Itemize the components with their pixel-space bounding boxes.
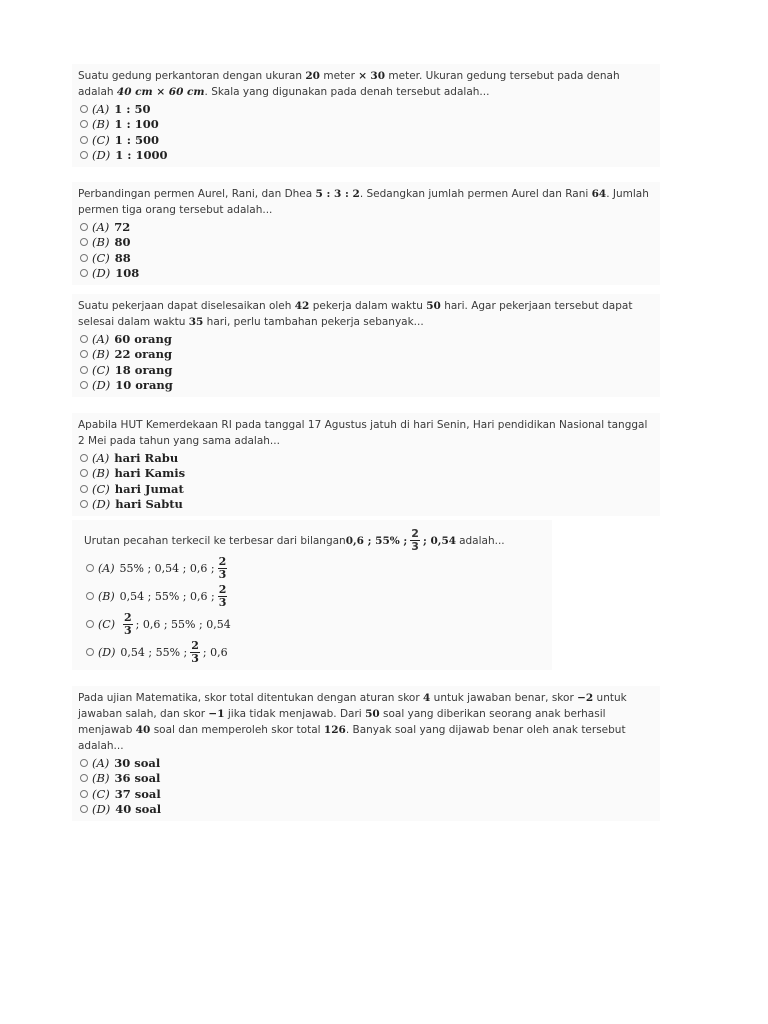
question-6-text: Pada ujian Matematika, skor total ditentukan dengan aturan skor 4 untuk jawaban benar, skor −2 untuk jawaban salah, dan skor −1 jika tidak menjawab. Dari 50 soal yang diberikan seorang anak berhasil menjawab 40 soal dan memperoleh skor total 126. Banyak soal yang dijawab benar oleh anak tersebut adalah...: [78, 692, 627, 752]
radio-button[interactable]: [80, 381, 88, 389]
radio-button[interactable]: [80, 350, 88, 358]
question-1-text: Suatu gedung perkantoran dengan ukuran 20 meter × 30 meter. Ukuran gedung tersebut pada denah adalah 40 cm × 60 cm. Skala yang digunakan pada denah tersebut adalah...: [78, 70, 620, 98]
question-3: [72, 294, 660, 397]
q4-option-d[interactable]: (D) hari Sabtu: [78, 497, 652, 513]
q1-option-c[interactable]: (C) 1 : 500: [78, 132, 652, 148]
radio-button[interactable]: [80, 238, 88, 246]
q5-option-d[interactable]: (D) 0,54 ; 55% ; $\frac{2}{3}$ ; 0,6: [84, 638, 544, 666]
q4-option-b[interactable]: (B) hari Kamis: [78, 466, 652, 482]
question-4: [72, 413, 660, 516]
q2-option-d[interactable]: (D) 108: [78, 266, 652, 282]
radio-button[interactable]: [80, 335, 88, 343]
radio-button[interactable]: [80, 759, 88, 767]
q2-option-c[interactable]: (C) 88: [78, 250, 652, 266]
q3-option-b[interactable]: (B) 22 orang: [78, 347, 652, 363]
question-3-text: Suatu pekerjaan dapat diselesaikan oleh 42 pekerja dalam waktu 50 hari. Agar pekerjaan tersebut dapat selesai dalam waktu 35 hari, perlu tambahan pekerja sebanyak...: [78, 300, 633, 328]
q3-option-c[interactable]: (C) 18 orang: [78, 362, 652, 378]
radio-button[interactable]: [80, 136, 88, 144]
fraction: $\frac{2}{3}$: [218, 554, 227, 581]
radio-button[interactable]: [80, 366, 88, 374]
fraction: $\frac{2}{3}$: [124, 610, 132, 637]
radio-button[interactable]: [80, 105, 88, 113]
radio-button[interactable]: [86, 620, 94, 628]
q3-option-a[interactable]: (A) 60 orang: [78, 331, 652, 347]
radio-button[interactable]: [80, 790, 88, 798]
question-1: [72, 64, 660, 167]
radio-button[interactable]: [80, 805, 88, 813]
radio-button[interactable]: [80, 454, 88, 462]
q4-option-a[interactable]: (A) hari Rabu: [78, 450, 652, 466]
q2-option-a[interactable]: (A) 72: [78, 219, 652, 235]
q1-option-a[interactable]: (A) 1 : 50: [78, 101, 652, 117]
radio-button[interactable]: [80, 223, 88, 231]
question-5-text: Urutan pecahan terkecil ke terbesar dari bilangan 0,6 ; 55% ; $\frac{2}{3}$ ; 0,54 adalah...: [84, 527, 505, 553]
question-2-text: Perbandingan permen Aurel, Rani, dan Dhea 5 : 3 : 2. Sedangkan jumlah permen Aurel dan Rani 64. Jumlah permen tiga orang tersebut adalah...: [78, 188, 649, 216]
radio-button[interactable]: [80, 485, 88, 493]
q4-option-c[interactable]: (C) hari Jumat: [78, 481, 652, 497]
question-2: [72, 182, 660, 285]
radio-button[interactable]: [80, 151, 88, 159]
radio-button[interactable]: [80, 269, 88, 277]
question-6: [72, 686, 660, 821]
q5-option-a[interactable]: (A) 55% ; 0,54 ; 0,6 ; $\frac{2}{3}$: [84, 554, 544, 582]
fraction: $\frac{2}{3}$: [218, 582, 227, 609]
q6-option-a[interactable]: (A) 30 soal: [78, 755, 652, 771]
radio-button[interactable]: [80, 254, 88, 262]
fraction: $\frac{2}{3}$: [191, 638, 199, 665]
q6-option-d[interactable]: (D) 40 soal: [78, 802, 652, 818]
q3-option-d[interactable]: (D) 10 orang: [78, 378, 652, 394]
q1-option-b[interactable]: (B) 1 : 100: [78, 117, 652, 133]
fraction: $\frac{2}{3}$: [411, 527, 419, 553]
radio-button[interactable]: [80, 500, 88, 508]
radio-button[interactable]: [80, 774, 88, 782]
radio-button[interactable]: [80, 120, 88, 128]
q1-option-d[interactable]: (D) 1 : 1000: [78, 148, 652, 164]
question-4-text: Apabila HUT Kemerdekaan RI pada tanggal 17 Agustus jatuh di hari Senin, Hari pendidikan Nasional tanggal 2 Mei pada tahun yang sama adalah...: [78, 419, 648, 447]
radio-button[interactable]: [86, 564, 94, 572]
question-5: [72, 520, 552, 670]
radio-button[interactable]: [80, 469, 88, 477]
radio-button[interactable]: [86, 592, 94, 600]
q6-option-b[interactable]: (B) 36 soal: [78, 771, 652, 787]
q5-option-c[interactable]: (C) $\frac{2}{3}$ ; 0,6 ; 55% ; 0,54: [84, 610, 544, 638]
radio-button[interactable]: [86, 648, 94, 656]
q5-option-b[interactable]: (B) 0,54 ; 55% ; 0,6 ; $\frac{2}{3}$: [84, 582, 544, 610]
q6-option-c[interactable]: (C) 37 soal: [78, 786, 652, 802]
q2-option-b[interactable]: (B) 80: [78, 235, 652, 251]
